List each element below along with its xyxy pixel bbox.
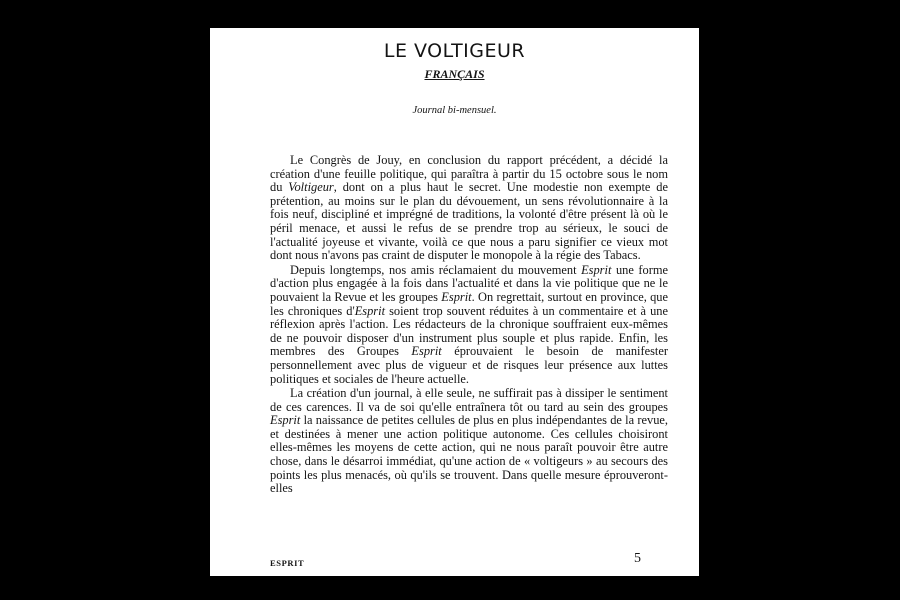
text-run: soient trop souvent réduites à un commentaire et à une réflexion après l'action. Les rédacteurs de la chronique souffraient eux-mêmes de ne pouvoir disposer d'un instrument plus souple et plus rapide. Enfin, les membres des Groupes — [270, 303, 668, 359]
document-page — [210, 28, 699, 576]
text-run: Depuis longtemps, nos amis réclamaient du mouvement — [290, 262, 582, 277]
text-run: éprouvaient le besoin de manifester personnellement avec plus de vigueur et de risques leur présence aux luttes politiques et sociales de l'heure actuelle. — [270, 344, 668, 386]
italic-run: Esprit — [270, 413, 301, 428]
text-run: , dont on a plus haut le secret. Une modestie non exempte de prétention, au moins sur le plan du dévouement, un sens révolutionnaire à la fois neuf, discipliné et imprégné de traditions, la volonté d'être présent là où le péril menace, et aussi le refus de se prendre trop au sérieux, le souci de l'actualité joyeuse et vivante, voilà ce que nous a paru signifier ce vieux mot dont nous n'avons pas craint de disputer le monopole à la régie des Tabacs. — [270, 180, 669, 263]
journal-name: ESPRIT — [270, 558, 305, 568]
italic-run: Esprit — [354, 303, 386, 318]
italic-run: Esprit — [581, 262, 612, 277]
page-title: LE VOLTIGEUR — [383, 40, 526, 62]
text-run: . On regrettait, surtout en province, que les chroniques d' — [270, 289, 668, 318]
italic-run: Voltigeur — [288, 180, 334, 195]
text-run: la naissance de petites cellules de plus en plus indépendantes de la revue, et destinées à mener une action politique autonome. Ces cellules choisiront elles-mêmes les moyens de cette action, qui ne nous paraît pouvoir être autre chose, dans le désarroi immédiat, qu'une action de « voltigeurs » au secours des points les plus menacés, où qu'ils se trouvent. Dans quelle mesure éprouveront-elles — [270, 413, 668, 496]
italic-run: Esprit — [441, 289, 472, 304]
page-subtitle: FRANÇAIS — [424, 67, 485, 81]
text-run: Le Congrès de Jouy, en conclusion du rapport précédent, a décidé la création d'une feuille politique, qui paraîtra à partir du 15 octobre sous le nom du — [270, 153, 668, 195]
paragraph-1 — [270, 154, 668, 263]
page-number: 5 — [634, 551, 641, 566]
paragraph-3 — [270, 387, 668, 496]
article-body — [270, 154, 668, 496]
text-run: une forme d'action plus engagée à la fois dans l'actualité et dans la vie politique que ne le pouvaient la Revue et les groupes — [270, 262, 668, 304]
italic-run: Esprit — [411, 344, 442, 359]
tagline: Journal bi-mensuel. — [412, 105, 497, 116]
text-run: La création d'un journal, à elle seule, ne suffirait pas à dissiper le sentiment de ces carences. Il va de soi qu'elle entraînera tôt ou tard au sein des groupes — [270, 386, 668, 414]
paragraph-2 — [270, 264, 668, 386]
